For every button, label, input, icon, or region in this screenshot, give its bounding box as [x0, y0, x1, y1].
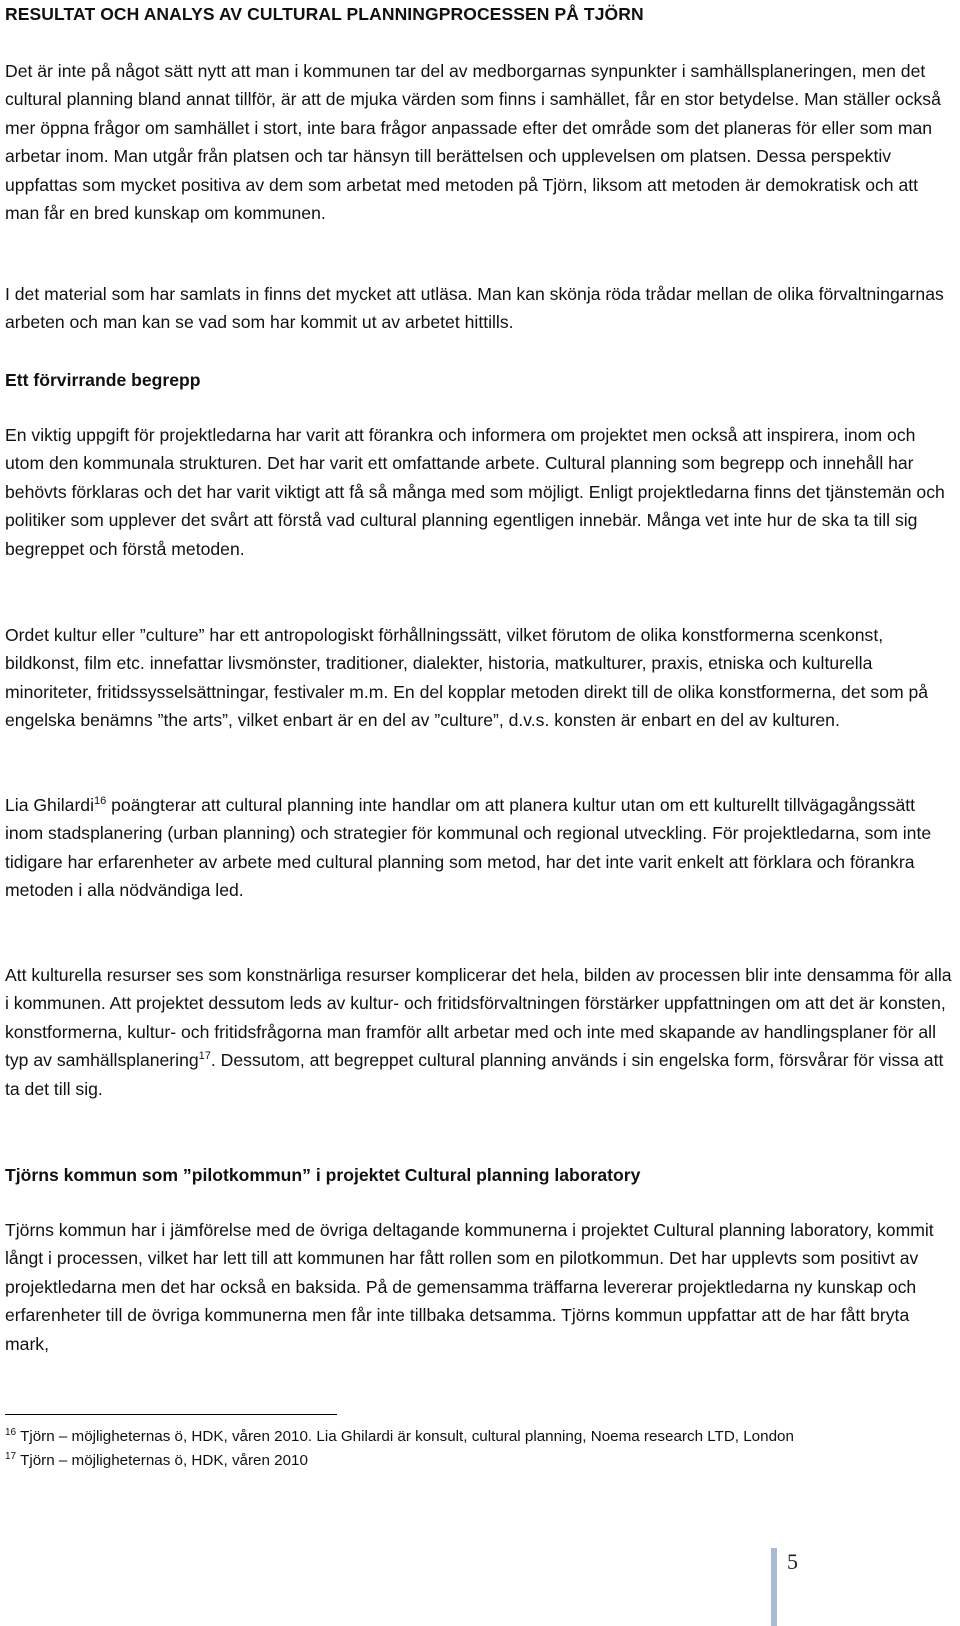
footnote-number: 16 — [5, 1426, 17, 1438]
footnote-16 — [5, 1425, 955, 1449]
paragraph-culture-word: Ordet kultur eller ”culture” har ett antropologiskt förhållningssätt, vilket förutom de olika konstformerna scenkonst, bildkonst, film etc. innefattar livsmönster, traditioner, dialekter, historia, matkulturer, praxis, etniska och kulturella minoriteter, fritidssysselsättningar, festivaler m.m. En del kopplar metoden direkt till de olika konstformerna, det som på engelska benämns ”the arts”, vilket enbart är en del av ”culture”, d.v.s. konsten är enbart en del av kulturen. — [5, 625, 929, 731]
footnote-number: 17 — [5, 1450, 17, 1462]
section-heading-confusing-concept: Ett förvirrande begrepp — [5, 370, 201, 390]
paragraph-intro: Det är inte på något sätt nytt att man i kommunen tar del av medborgarnas synpunkter i samhällsplaneringen, men det cultural planning bland annat tillför, är att de mjuka värden som finns i samhället, får en stor betydelse. Man ställer också mer öppna frågor om samhället i stort, inte bara frågor anpassade efter det område som det planeras för eller som man arbetar inom. Man utgår från platsen och tar hänsyn till berättelsen och upplevelsen om platsen. Dessa perspektiv uppfattas som mycket positiva av dem som arbetat med metoden på Tjörn, liksom att metoden är demokratisk och att man får en bred kunskap om kommunen. — [5, 61, 941, 224]
footnote-reference-17[interactable]: 17 — [198, 1050, 211, 1063]
paragraph-cultural-resources — [5, 961, 955, 1103]
page-number-bar — [771, 1548, 777, 1626]
document-title: RESULTAT OCH ANALYS AV CULTURAL PLANNINGPROCESSEN PÅ TJÖRN — [5, 4, 644, 24]
paragraph-text: Lia Ghilardi — [5, 795, 94, 815]
footnote-17 — [5, 1449, 955, 1473]
footnotes — [5, 1425, 955, 1473]
paragraph-pilot-municipality: Tjörns kommun har i jämförelse med de övriga deltagande kommunerna i projektet Cultural planning laboratory, kommit långt i processen, vilket har lett till att kommunen har fått rollen som en pilotkommun. Det har upplevts som positivt av projektledarna men det har också en baksida. På de gemensamma träffarna levererar projektledarna ny kunskap och erfarenheter till de övriga kommunerna men får inte tillbaka detsamma. Tjörns kommun uppfattar att de har fått bryta mark, — [5, 1220, 934, 1354]
paragraph-lia-ghilardi — [5, 791, 955, 905]
paragraph-material: I det material som har samlats in finns det mycket att utläsa. Man kan skönja röda trådar mellan de olika förvaltningarnas arbeten och man kan se vad som har kommit ut av arbetet hittills. — [5, 284, 944, 333]
paragraph-text: poängterar att cultural planning inte handlar om att planera kultur utan om ett kulturellt tillvägagångssätt inom stadsplanering (urban planning) och strategier för kommunal och regional utveckling. För projektledarna, som inte tidigare har erfarenheter av arbete med cultural planning som metod, har det inte varit enkelt att förklara och förankra metoden i alla nödvändiga led. — [5, 795, 932, 901]
footnote-text: Tjörn – möjligheternas ö, HDK, våren 2010 — [16, 1452, 308, 1469]
page-number: 5 — [787, 1549, 798, 1574]
section-heading-pilot-municipality: Tjörns kommun som ”pilotkommun” i projektet Cultural planning laboratory — [5, 1165, 641, 1185]
footnote-text: Tjörn – möjligheternas ö, HDK, våren 2010. Lia Ghilardi är konsult, cultural planning, Noema research LTD, London — [16, 1428, 794, 1445]
paragraph-text: Att kulturella resurser ses som konstnärliga resurser komplicerar det hela, bilden av processen blir inte densamma för alla i kommunen. Att projektet dessutom leds av kultur- och fritidsförvaltningen förstärker uppfattningen om att det är konsten, konstformerna, kultur- och fritidsfrågorna man framför allt arbetar med och inte med skapande av handlingsplaner för all typ av samhällsplanering — [5, 965, 952, 1071]
footnote-reference-16[interactable]: 16 — [94, 795, 107, 808]
paragraph-text: . Dessutom, att begreppet cultural planning används i sin engelska form, försvårar för vissa att ta det till sig. — [5, 1050, 944, 1099]
footnote-divider — [5, 1414, 337, 1415]
paragraph-project-leaders: En viktig uppgift för projektledarna har varit att förankra och informera om projektet men också att inspirera, inom och utom den kommunala strukturen. Det har varit ett omfattande arbete. Cultural planning som begrepp och innehåll har behövts förklaras och det har varit viktigt att få så många med som möjligt. Enligt projektledarna finns det tjänstemän och politiker som upplever det svårt att förstå vad cultural planning egentligen innebär. Många vet inte hur de ska ta till sig begreppet och förstå metoden. — [5, 425, 945, 559]
